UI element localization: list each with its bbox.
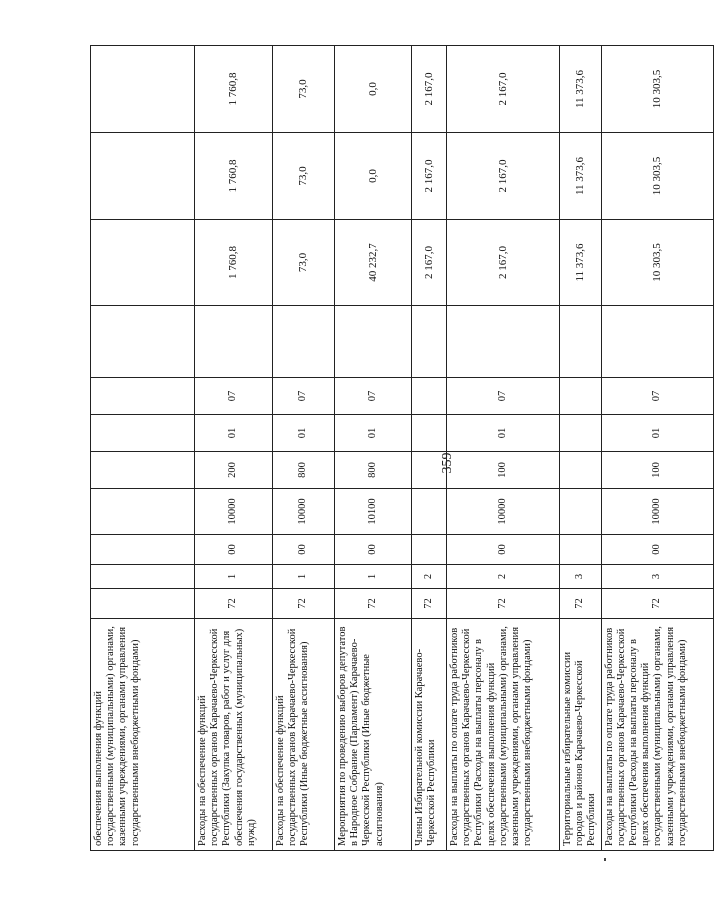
code-cell: [91, 452, 195, 489]
code-cell: 07: [601, 378, 713, 415]
code-cell: 01: [447, 415, 560, 452]
amount-v2: [91, 133, 195, 220]
code-cell: 00: [195, 535, 273, 565]
table-body: [91, 46, 714, 851]
empty-cell: [335, 306, 412, 378]
code-cell: 1: [195, 565, 273, 589]
code-cell: 00: [335, 535, 412, 565]
row-description: Территориальные избирательные комиссии городов и районов Карачаево-Черкесской Республики: [560, 619, 602, 851]
code-cell: 2: [412, 565, 447, 589]
code-cell: [91, 489, 195, 535]
amount-v1: 10 303,5: [601, 220, 713, 306]
table-row: [447, 46, 560, 851]
code-cell: 72: [412, 589, 447, 619]
row-description: обеспечения выполнения функций государственными (муниципальными) органами, казенными учреждениями, органами управления государственными внебюджетными фондами): [91, 619, 195, 851]
code-cell: [91, 535, 195, 565]
code-cell: [560, 535, 602, 565]
table-row: [195, 46, 273, 851]
row-description: Члены Избирательной комиссии Карачаево-Черкесской Республики: [412, 619, 447, 851]
row-description: Расходы на выплаты по оплате труда работников государственных органов Карачаево-Черкесской Республики (Расходы на выплаты персоналу в целях обеспечения выполнения функций государственными (муниципальными) органами, казенными учреждениями, органами управления государственными внебюджетными фондами): [601, 619, 713, 851]
code-cell: 01: [195, 415, 273, 452]
row-description: Расходы на обеспечение функций государственных органов Карачаево-Черкесской Республики (Иные бюджетные ассигнования): [273, 619, 335, 851]
code-cell: 07: [195, 378, 273, 415]
table-row: [91, 46, 195, 851]
row-description: Расходы на обеспечение функций государственных органов Карачаево-Черкесской Республики (Закупка товаров, работ и услуг для обеспечения государственных (муниципальных) нужд): [195, 619, 273, 851]
row-description: Расходы на выплаты по оплате труда работников государственных органов Карачаево-Черкесской Республики (Расходы на выплаты персоналу в целях обеспечения выполнения функций государственными (муниципальными) органами, казенными учреждениями, органами управления государственными внебюджетными фондами): [447, 619, 560, 851]
amount-v3: 10 303,5: [601, 46, 713, 133]
code-cell: 00: [601, 535, 713, 565]
code-cell: 00: [447, 535, 560, 565]
amount-v3: 2 167,0: [447, 46, 560, 133]
amount-v2: 11 373,6: [560, 133, 602, 220]
code-cell: 3: [560, 565, 602, 589]
code-cell: 01: [335, 415, 412, 452]
code-cell: 07: [447, 378, 560, 415]
code-cell: 72: [447, 589, 560, 619]
code-cell: 2: [447, 565, 560, 589]
code-cell: 07: [335, 378, 412, 415]
empty-cell: [560, 306, 602, 378]
amount-v2: 2 167,0: [412, 133, 447, 220]
code-cell: 72: [601, 589, 713, 619]
code-cell: 00: [273, 535, 335, 565]
amount-v3: 1 760,8: [195, 46, 273, 133]
amount-v3: 73,0: [273, 46, 335, 133]
empty-cell: [195, 306, 273, 378]
code-cell: 01: [601, 415, 713, 452]
code-cell: 1: [273, 565, 335, 589]
amount-v1: 2 167,0: [412, 220, 447, 306]
code-cell: 10000: [447, 489, 560, 535]
code-cell: 72: [335, 589, 412, 619]
page-number: 359: [440, 452, 455, 474]
code-cell: 10000: [195, 489, 273, 535]
code-cell: 72: [195, 589, 273, 619]
amount-v1: 73,0: [273, 220, 335, 306]
amount-v1: 40 232,7: [335, 220, 412, 306]
code-cell: [412, 378, 447, 415]
empty-cell: [447, 306, 560, 378]
amount-v2: 1 760,8: [195, 133, 273, 220]
code-cell: 3: [601, 565, 713, 589]
code-cell: 10000: [273, 489, 335, 535]
code-cell: [91, 378, 195, 415]
table-row: [412, 46, 447, 851]
row-description: Мероприятия по проведению выборов депутатов в Народное Собрание (Парламент) Карачаево-Черкесской Республики (Иные бюджетные ассигнования): [335, 619, 412, 851]
amount-v1: 2 167,0: [447, 220, 560, 306]
code-cell: [91, 415, 195, 452]
code-cell: [412, 415, 447, 452]
code-cell: 07: [273, 378, 335, 415]
code-cell: [91, 589, 195, 619]
amount-v2: 0,0: [335, 133, 412, 220]
code-cell: 800: [273, 452, 335, 489]
code-cell: [412, 535, 447, 565]
code-cell: [560, 415, 602, 452]
code-cell: 800: [335, 452, 412, 489]
amount-v2: 2 167,0: [447, 133, 560, 220]
code-cell: 100: [447, 452, 560, 489]
code-cell: 72: [273, 589, 335, 619]
empty-cell: [91, 306, 195, 378]
amount-v2: 10 303,5: [601, 133, 713, 220]
amount-v3: 11 373,6: [560, 46, 602, 133]
code-cell: 01: [273, 415, 335, 452]
code-cell: [560, 489, 602, 535]
budget-table: [90, 45, 714, 851]
amount-v3: [91, 46, 195, 133]
amount-v1: 11 373,6: [560, 220, 602, 306]
table-row: [560, 46, 602, 851]
code-cell: 10100: [335, 489, 412, 535]
amount-v1: [91, 220, 195, 306]
code-cell: [560, 452, 602, 489]
code-cell: [412, 452, 447, 489]
empty-cell: [412, 306, 447, 378]
amount-v3: 0,0: [335, 46, 412, 133]
empty-cell: [601, 306, 713, 378]
code-cell: [412, 489, 447, 535]
table-row: [601, 46, 713, 851]
amount-v3: 2 167,0: [412, 46, 447, 133]
empty-cell: [273, 306, 335, 378]
code-cell: 100: [601, 452, 713, 489]
code-cell: [91, 565, 195, 589]
code-cell: 10000: [601, 489, 713, 535]
code-cell: 200: [195, 452, 273, 489]
code-cell: [560, 378, 602, 415]
amount-v2: 73,0: [273, 133, 335, 220]
table-row: [335, 46, 412, 851]
code-cell: 72: [560, 589, 602, 619]
table-row: [273, 46, 335, 851]
amount-v1: 1 760,8: [195, 220, 273, 306]
code-cell: 1: [335, 565, 412, 589]
